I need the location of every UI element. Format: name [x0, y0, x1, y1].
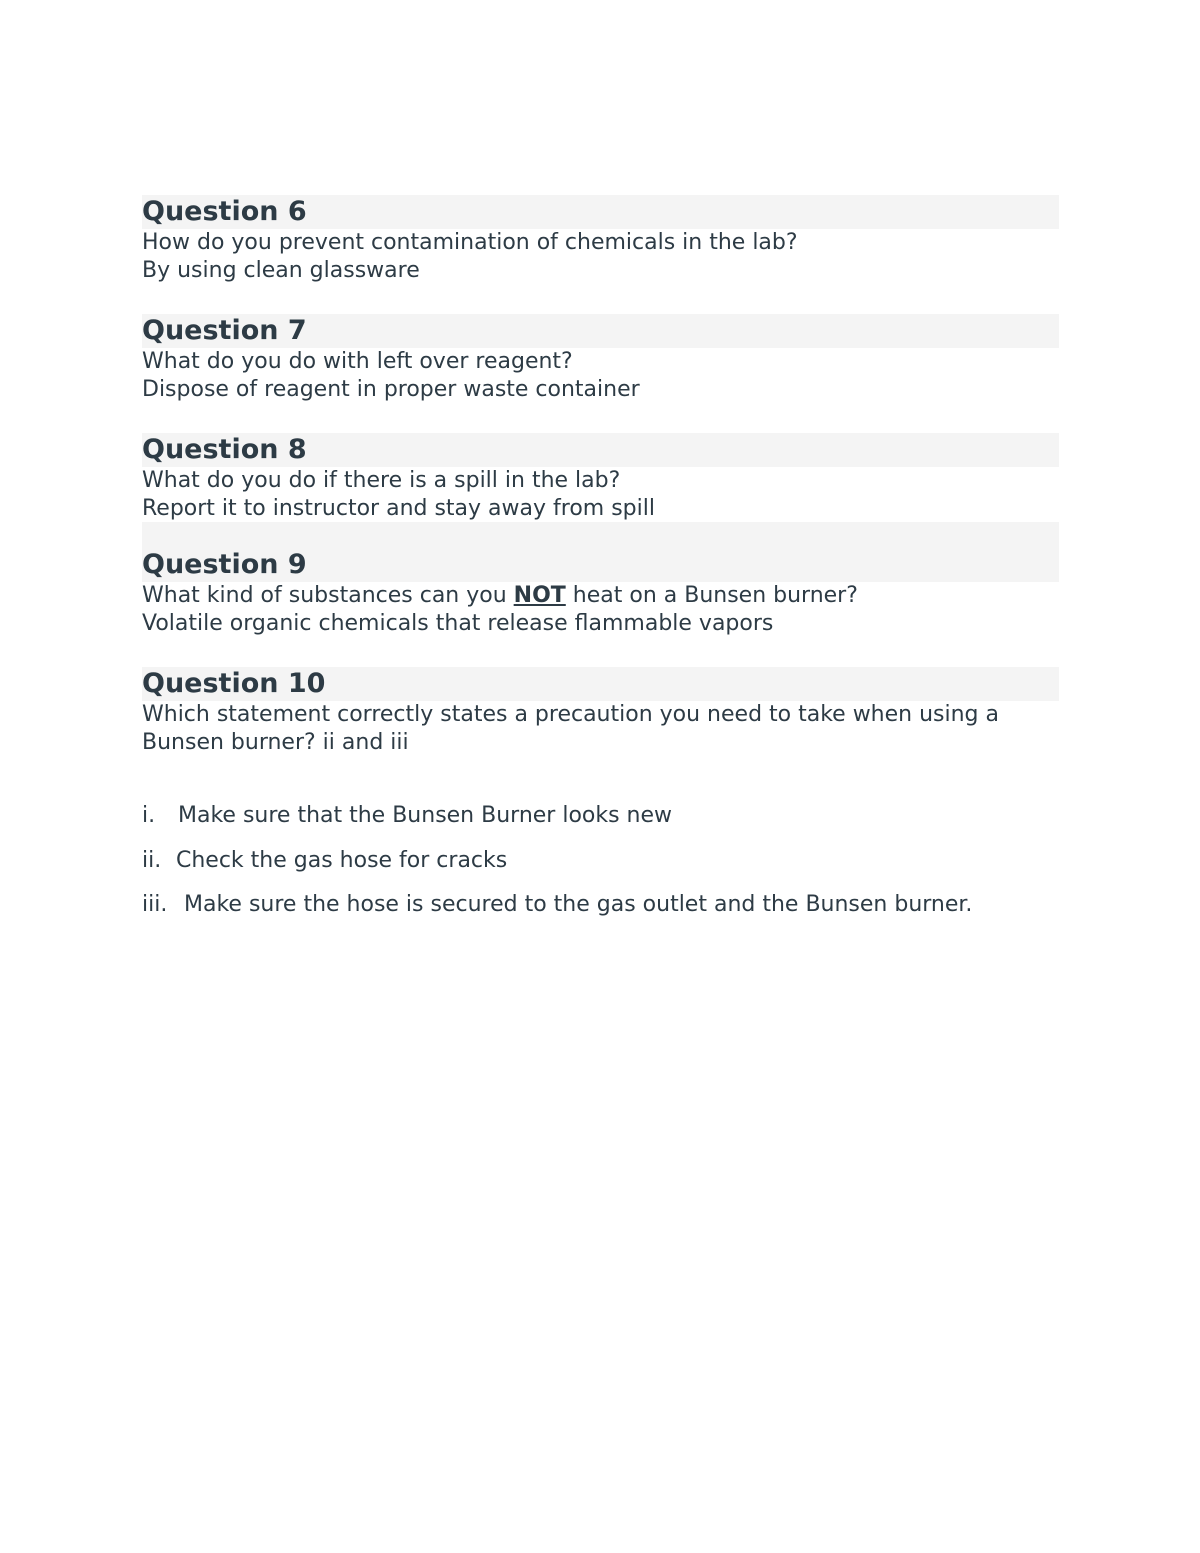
options-list	[142, 802, 1059, 936]
question-text: What do you do if there is a spill in the lab?	[142, 468, 621, 493]
answer-text: By using clean glassware	[142, 257, 420, 283]
question-heading: Question 10	[142, 667, 1059, 701]
list-item	[142, 802, 1059, 847]
question-heading: Question 9	[142, 522, 1059, 582]
answer-text: Volatile organic chemicals that release flammable vapors	[142, 610, 774, 636]
emphasis-not: NOT	[513, 583, 566, 608]
question-9	[142, 522, 1059, 637]
document-body	[142, 195, 1059, 936]
question-heading: Question 6	[142, 195, 1059, 229]
question-text	[142, 582, 1059, 610]
list-marker: ii.	[142, 847, 162, 873]
question-text: What do you do with left over reagent?	[142, 349, 573, 374]
list-item-text: Make sure the hose is secured to the gas outlet and the Bunsen burner.	[184, 892, 973, 917]
question-8	[142, 433, 1059, 522]
list-marker: iii.	[142, 892, 168, 917]
question-heading: Question 7	[142, 314, 1059, 348]
list-item	[142, 891, 1059, 936]
question-text: Which statement correctly states a precaution you need to take when using a Bunsen burner? ii and iii	[142, 702, 1000, 755]
question-6	[142, 195, 1059, 284]
list-item	[142, 847, 1059, 892]
answer-text: Report it to instructor and stay away from spill	[142, 495, 655, 521]
list-item-text: Make sure that the Bunsen Burner looks new	[178, 803, 673, 828]
question-heading: Question 8	[142, 433, 1059, 467]
question-7	[142, 314, 1059, 403]
question-text-end: heat on a Bunsen burner?	[565, 583, 858, 608]
question-text: How do you prevent contamination of chemicals in the lab?	[142, 230, 798, 255]
answer-text: Dispose of reagent in proper waste container	[142, 376, 640, 402]
question-text-start: What kind of substances can you	[142, 583, 514, 608]
list-marker: i.	[142, 803, 156, 828]
list-item-text: Check the gas hose for cracks	[176, 847, 508, 873]
question-10	[142, 667, 1059, 756]
